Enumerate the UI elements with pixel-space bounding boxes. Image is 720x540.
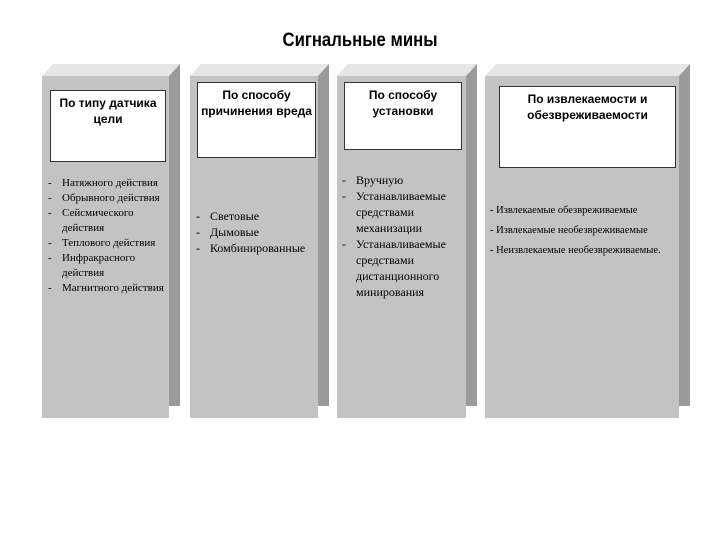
- list-item: - Теплового действия: [48, 236, 172, 251]
- column-header: По типу датчика цели: [50, 90, 166, 162]
- column-top-face: [337, 64, 477, 76]
- list-item: - Световые: [196, 208, 320, 224]
- list-item: - Вручную: [342, 172, 468, 188]
- list-item: - Извлекаемые необезвреживаемые: [490, 225, 648, 236]
- column-top-face: [42, 64, 180, 76]
- list-item: - Сейсмического действия: [48, 206, 172, 236]
- list-item: - Извлекаемые обезвреживаемые: [490, 205, 638, 216]
- list-item: - Устанавливаемые средствами механизации: [342, 188, 468, 236]
- column-header: По способу установки: [344, 82, 462, 150]
- list-item: - Обрывного действия: [48, 191, 172, 206]
- column-side-face: [679, 64, 690, 406]
- column-list: [48, 176, 172, 296]
- column-list: [196, 208, 320, 256]
- column-header: По способу причинения вреда: [197, 82, 316, 158]
- column-list: [342, 172, 468, 300]
- column-top-face: [190, 64, 329, 76]
- diagram-title: Сигнальные мины: [282, 30, 438, 51]
- list-item: - Дымовые: [196, 224, 320, 240]
- list-item: - Магнитного действия: [48, 281, 172, 296]
- list-item: - Неизвлекаемые необезвреживаемые.: [490, 245, 661, 256]
- list-item: - Натяжного действия: [48, 176, 172, 191]
- list-item: - Устанавливаемые средствами дистанционного минирования: [342, 236, 468, 300]
- column-top-face: [485, 64, 690, 76]
- list-item: - Инфракрасного действия: [48, 251, 172, 281]
- column-header: По извлекаемости и обезвреживаемости: [499, 86, 676, 168]
- column-list: [490, 203, 676, 263]
- list-item: - Комбинированные: [196, 240, 320, 256]
